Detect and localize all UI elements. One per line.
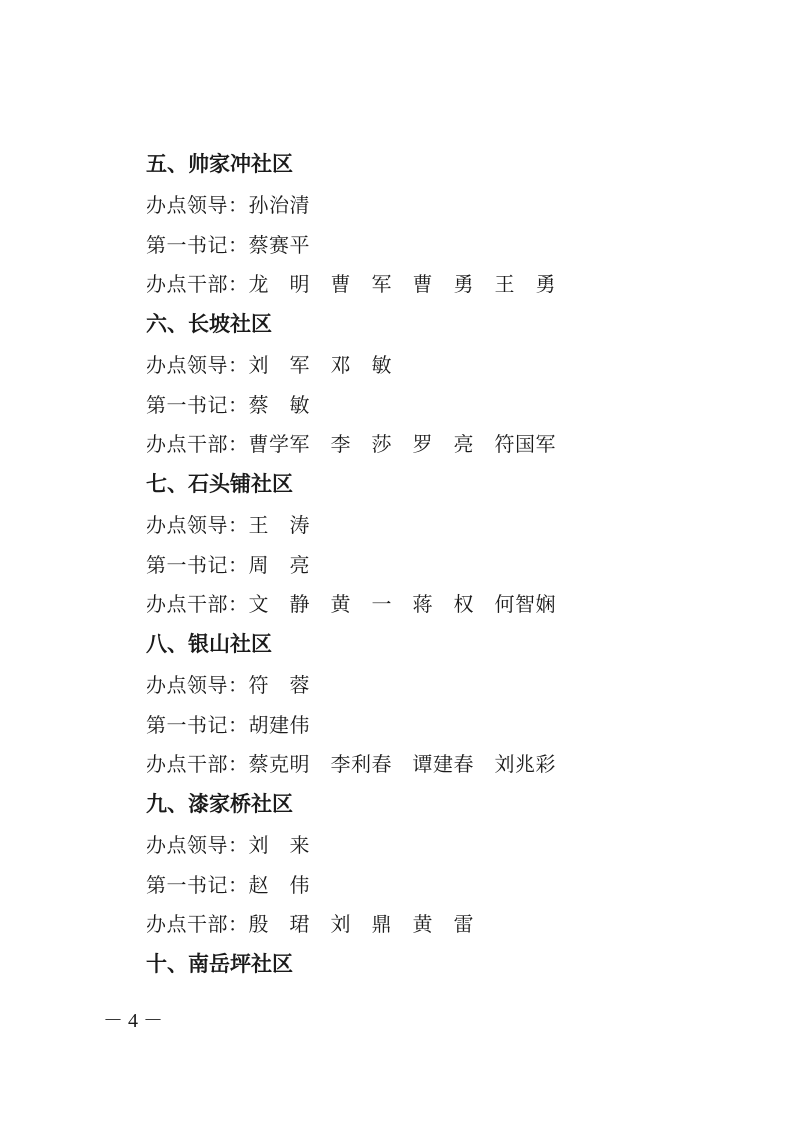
cadres-line: 办点干部：殷 珺 刘 鼎 黄 雷	[146, 912, 474, 936]
leader-line: 办点领导：刘 军 邓 敏	[146, 353, 392, 377]
section-heading: 八、银山社区	[146, 632, 272, 656]
cadres-line: 办点干部：蔡克明 李利春 谭建春 刘兆彩	[146, 752, 556, 776]
secretary-line: 第一书记：蔡 敏	[146, 393, 310, 417]
cadres-line: 办点干部：龙 明 曹 军 曹 勇 王 勇	[146, 272, 556, 296]
page-number: － 4 －	[103, 1010, 163, 1032]
secretary-line: 第一书记：胡建伟	[146, 713, 310, 737]
section-heading: 五、帅家冲社区	[146, 152, 293, 176]
secretary-line: 第一书记：赵 伟	[146, 873, 310, 897]
section-heading: 七、石头铺社区	[146, 472, 293, 496]
cadres-line: 办点干部：曹学军 李 莎 罗 亮 符国军	[146, 432, 556, 456]
leader-line: 办点领导：符 蓉	[146, 673, 310, 697]
leader-line: 办点领导：刘 来	[146, 833, 310, 857]
cadres-line: 办点干部：文 静 黄 一 蒋 权 何智娴	[146, 592, 556, 616]
section-heading: 九、漆家桥社区	[146, 792, 293, 816]
section-heading: 十、南岳坪社区	[146, 952, 293, 976]
secretary-line: 第一书记：周 亮	[146, 553, 310, 577]
leader-line: 办点领导：王 涛	[146, 513, 310, 537]
secretary-line: 第一书记：蔡赛平	[146, 233, 310, 257]
section-heading: 六、长坡社区	[146, 312, 272, 336]
leader-line: 办点领导：孙治清	[146, 193, 310, 217]
